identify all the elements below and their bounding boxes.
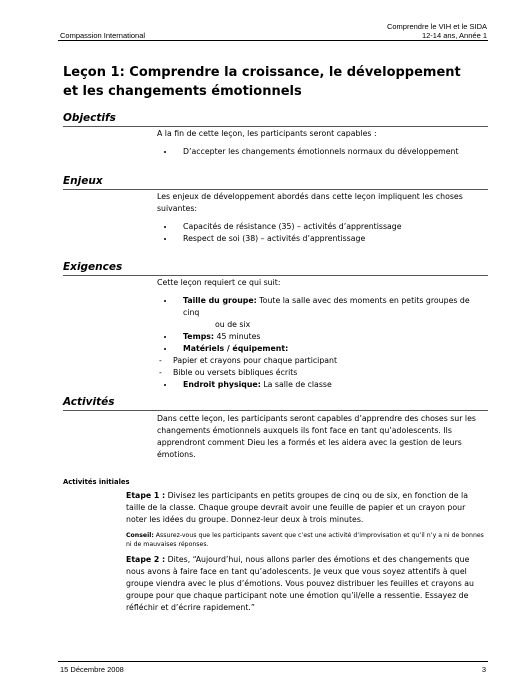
section-heading-exigences: Exigences xyxy=(63,261,123,273)
time-text: 45 minutes xyxy=(216,332,261,341)
page-number: 3 xyxy=(481,665,486,674)
activites-text: Dans cette leçon, les participants seront capables d’apprendre des choses sur les changements émotionnels auxquels ils font face en tant qu’adolescents. Ils apprendront comment Dieu les a formés et les aidera avec la gestion de leurs émotions. xyxy=(157,414,476,459)
list-item: • Capacités de résistance (35) – activités d’apprentissage xyxy=(175,221,487,233)
time-label: Temps: xyxy=(183,332,215,341)
step-2 xyxy=(126,554,488,614)
exigences-body xyxy=(157,277,487,391)
list-item xyxy=(175,295,487,319)
list-item-continuation: ou de six xyxy=(215,320,251,329)
section-heading-enjeux: Enjeux xyxy=(63,175,103,187)
section-divider xyxy=(63,410,488,411)
exigences-intro: Cette leçon requiert ce qui suit: xyxy=(157,278,281,287)
conseil-text: Assurez-vous que les participants savent que c’est une activité d’improvisation et qu’il n’y a ni de bonnes ni de mauvaises réponses. xyxy=(126,532,484,548)
lesson-title: Leçon 1: Comprendre la croissance, le développement et les changements émotionnels xyxy=(63,65,461,99)
list-item: • D’accepter les changements émotionnels normaux du développement xyxy=(175,146,487,158)
objectifs-body xyxy=(157,128,487,158)
header-audience: 12-14 ans, Année 1 xyxy=(421,31,487,40)
place-text: La salle de classe xyxy=(263,380,332,389)
enjeux-body xyxy=(157,191,487,245)
enjeux-intro: Les enjeux de développement abordés dans cette leçon impliquent les choses suivantes: xyxy=(157,192,463,213)
section-heading-activites: Activités xyxy=(63,396,115,408)
activites-initiales-heading: Activités initiales xyxy=(63,478,130,486)
conseil xyxy=(126,531,488,549)
step-1-text: Divisez les participants en petits groupes de cinq ou de six, en fonction de la taille de la classe. Chaque groupe devrait avoir une feuille de papier et un crayon pour noter les idées du groupe. Donnez-leur deux à trois minutes. xyxy=(126,491,468,524)
step-1-label: Etape 1 : xyxy=(126,491,166,500)
section-divider xyxy=(63,275,488,276)
footer-divider xyxy=(58,661,488,662)
enjeux-list xyxy=(157,221,487,245)
materials-item: Papier et crayons pour chaque participant xyxy=(173,356,338,365)
objectifs-intro: A la fin de cette leçon, les participants seront capables : xyxy=(157,129,377,138)
header-doc-title: Comprendre le VIH et le SIDA xyxy=(386,22,487,31)
group-size-label: Taille du groupe: xyxy=(183,296,257,305)
objectifs-list xyxy=(157,146,487,158)
step-2-label: Etape 2 : xyxy=(126,555,166,564)
exigences-list-2 xyxy=(157,379,487,391)
section-divider xyxy=(63,189,488,190)
list-item xyxy=(175,379,487,391)
header-info xyxy=(387,22,487,40)
dash-item: - Papier et crayons pour chaque participant xyxy=(159,356,338,365)
materials-item: Bible ou versets bibliques écrits xyxy=(173,368,298,377)
step-1 xyxy=(126,490,488,526)
header-divider xyxy=(58,40,488,41)
dash-item: - Bible ou versets bibliques écrits xyxy=(159,368,298,377)
list-item xyxy=(175,343,487,355)
header-org: Compassion International xyxy=(60,31,146,40)
list-item: • Respect de soi (38) – activités d’apprentissage xyxy=(175,233,487,245)
section-heading-objectifs: Objectifs xyxy=(63,112,116,124)
footer-date: 15 Décembre 2008 xyxy=(60,665,124,674)
materials-label: Matériels / équipement: xyxy=(183,344,289,353)
place-label: Endroit physique: xyxy=(183,380,261,389)
section-divider xyxy=(63,126,488,127)
list-item xyxy=(175,331,487,343)
group-size-text: Toute la salle avec des moments en petits groupes de cinq xyxy=(183,296,470,317)
step-2-text: Dites, “Aujourd’hui, nous allons parler des émotions et des changements que nous avons à faire face en tant qu’adolescents. Je veux que vous soyez attentifs à quel groupe viendra avec le plus d’émotions. Vous pouvez distribuer les feuilles et crayons au groupe pour que chaque participant note une émotion qu’il/elle a ressentie. Essayez de réfléchir et d’écrire rapidement.” xyxy=(126,555,475,612)
exigences-list xyxy=(157,295,487,355)
conseil-label: Conseil: xyxy=(126,532,154,539)
